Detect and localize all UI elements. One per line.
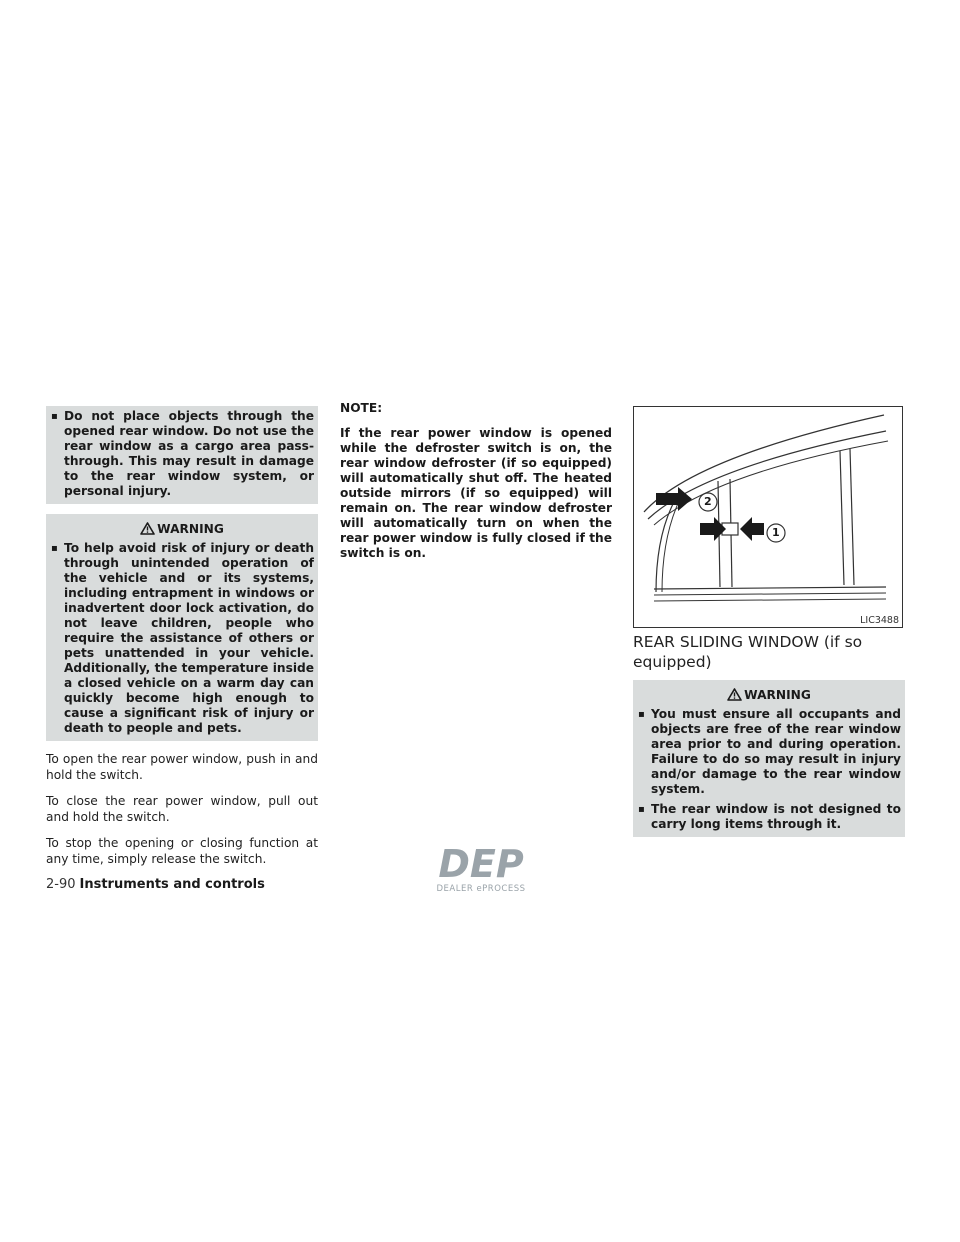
caution-list — [50, 409, 314, 499]
sliding-warning-list — [637, 707, 901, 832]
rear-window-figure — [633, 406, 903, 628]
warning-list — [50, 541, 314, 736]
sliding-warning-header — [637, 683, 901, 707]
paragraph-stop: To stop the opening or closing function at any time, simply release the switch. — [46, 836, 318, 866]
warning-box — [46, 514, 318, 741]
svg-text:DEP: DEP — [438, 843, 524, 886]
warning-triangle-icon — [140, 522, 155, 535]
column-3 — [633, 406, 905, 837]
column-2 — [340, 401, 612, 561]
paragraph-close: To close the rear power window, pull out and hold the switch. — [46, 794, 318, 824]
note-title: NOTE: — [340, 401, 383, 415]
dep-logo-icon — [418, 843, 544, 895]
sliding-warning-label: WARNING — [744, 688, 811, 702]
rear-window-illustration — [634, 407, 904, 629]
caution-bullet: ▪ Do not place objects through the opened rear window. Do not use the rear window as a cargo area pass-through. This may result in damage to the rear window system, or personal injury. — [50, 409, 314, 499]
caution-box — [46, 406, 318, 504]
warning-triangle-icon — [727, 688, 742, 701]
dealer-eprocess-logo — [418, 843, 544, 899]
warning-label: WARNING — [157, 522, 224, 536]
callout-1-label: 1 — [772, 526, 780, 539]
paragraph-open: To open the rear power window, push in and hold the switch. — [46, 752, 318, 782]
note-body: If the rear power window is opened while the defroster switch is on, the rear window defroster (if so equipped) will automatically shut off. The heated outside mirrors (if so equipped) will remain on. The rear window defroster will automatically turn on when the rear power window is fully closed if the switch is on. — [340, 426, 612, 560]
sliding-warning-bullet: ▪ The rear window is not designed to carry long items through it. — [637, 802, 901, 832]
figure-code: LIC3488 — [860, 615, 899, 626]
callout-2-label: 2 — [704, 495, 712, 508]
sliding-warning-bullet: ▪ You must ensure all occupants and objects are free of the rear window area prior to and during operation. Failure to do so may result in injury and/or damage to the rear window system. — [637, 707, 901, 797]
svg-text:DEALER ePROCESS: DEALER ePROCESS — [436, 884, 526, 894]
page-footer — [46, 877, 265, 892]
footer-title: Instruments and controls — [79, 877, 265, 892]
warning-header — [50, 517, 314, 541]
column-1 — [46, 406, 318, 867]
section-title: REAR SLIDING WINDOW (if so equipped) — [633, 633, 863, 671]
warning-bullet: ▪ To help avoid risk of injury or death through unintended operation of the vehicle and or its systems, including entrapment in windows or inadvertent door lock activation, do not leave children, people who require the assistance of others or pets unattended in your vehicle. Additionally, the temperature inside a closed vehicle on a warm day can quickly become high enough to cause a significant risk of injury or death to people and pets. — [50, 541, 314, 736]
page-number: 2-90 — [46, 877, 76, 892]
sliding-warning-box — [633, 680, 905, 837]
